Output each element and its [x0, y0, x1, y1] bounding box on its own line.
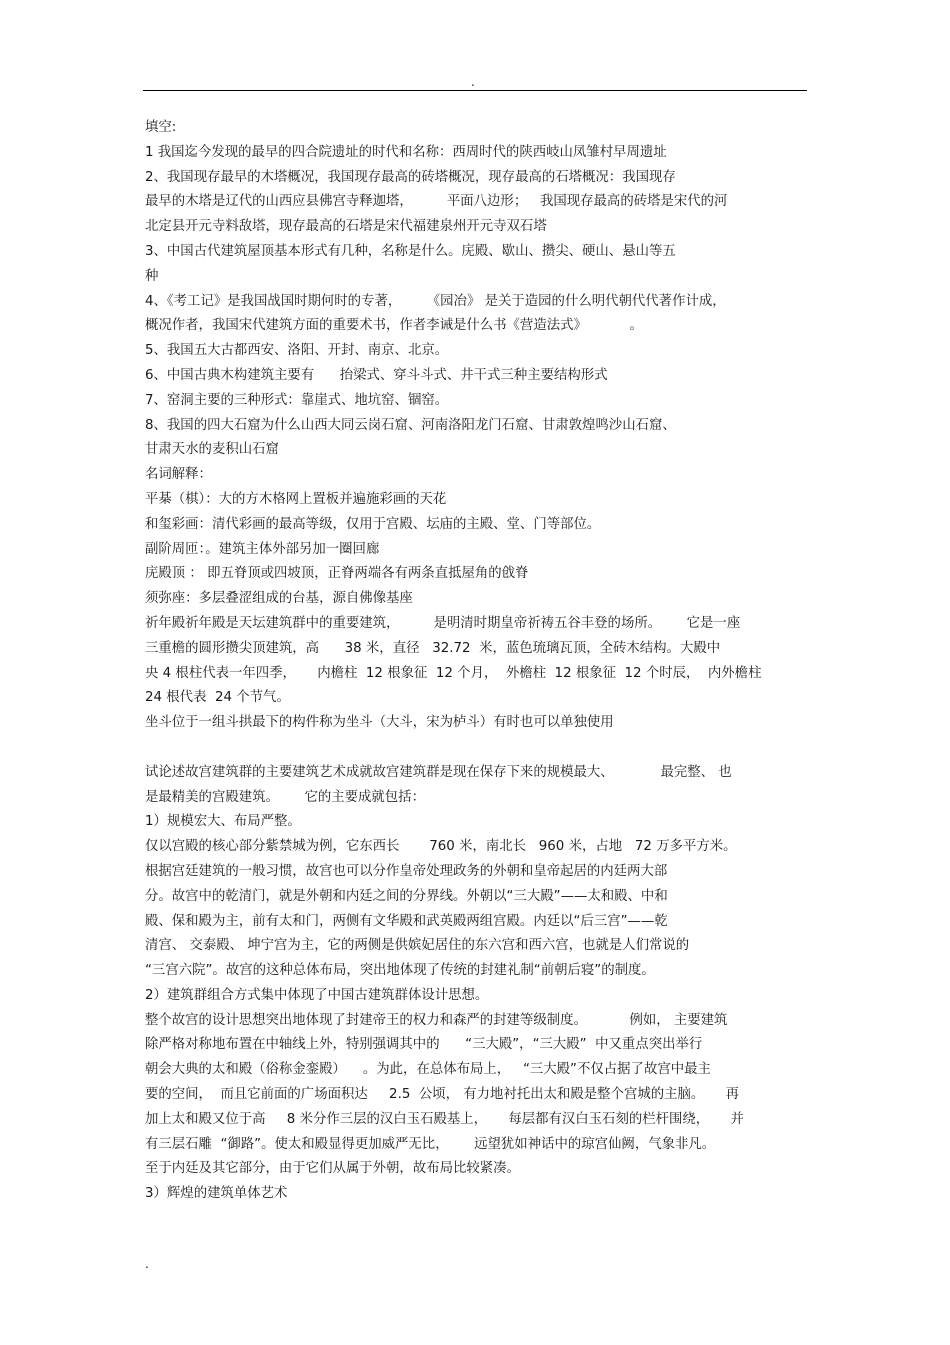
text-line: 副阶周匝：。建筑主体外部另加一圈回廊 — [145, 541, 380, 557]
text-line: 整个故宫的设计思想突出地体现了封建帝王的权力和森严的封建等级制度。 例如， 主要建筑 — [145, 1012, 728, 1028]
text-line: “三宫六院”。故宫的这种总体布局，突出地体现了传统的封建礼制“前朝后寝”的制度。 — [145, 963, 655, 979]
footer-mark: . — [145, 1257, 149, 1271]
text-line: 朝会大典的太和殿（俗称金銮殿） 。为此，在总体布局上， “三大殿”不仅占据了故宫中最主 — [145, 1062, 711, 1078]
text-line: 最早的木塔是辽代的山西应县佛宫寺释迦塔， 平面八边形； 我国现存最高的砖塔是宋代的河 — [145, 194, 728, 210]
text-line: 1 我国迄今发现的最早的四合院遗址的时代和名称：西周时代的陕西岐山凤雏村早周遗址 — [145, 144, 667, 160]
text-line: 至于内廷及其它部分，由于它们从属于外朝，故布局比较紧凑。 — [145, 1161, 520, 1177]
text-line: 加上太和殿又位于高 8 米分作三层的汉白玉石殿基上， 每层都有汉白玉石刻的栏杆围绕， 并 — [145, 1111, 744, 1127]
text-line: 仅以宫殿的核心部分紫禁城为例，它东西长 760 米，南北长 960 米，占地 72 万多平方米。 — [145, 839, 737, 855]
blank-line — [145, 736, 809, 761]
text-line: 要的空间， 而且它前面的广场面积达 2.5 公顷， 有力地衬托出太和殿是整个宫城的主脑。 再 — [145, 1087, 739, 1103]
text-line: 试论述故宫建筑群的主要建筑艺术成就故宫建筑群是现在保存下来的规模最大、 最完整、 也 — [145, 764, 732, 780]
text-line: 和玺彩画：清代彩画的最高等级，仅用于宫殿、坛庙的主殿、堂、门等部位。 — [145, 516, 601, 532]
text-line: 填空: — [145, 120, 177, 135]
text-line: 4、《考工记》是我国战国时期何时的专著， 《园冶》 是关于造园的什么明代朝代代著作计成， — [145, 293, 726, 309]
text-line: 除严格对称地布置在中轴线上外，特别强调其中的 “三大殿”，“三大殿” 中又重点突出举行 — [145, 1037, 703, 1053]
text-line: 种 — [145, 268, 159, 284]
header-mark: . — [471, 75, 475, 89]
text-line: 庑殿顶 ： 即五脊顶或四坡顶，正脊两端各有两条直抵屋角的戗脊 — [145, 566, 529, 582]
text-line: 2、我国现存最早的木塔概况，我国现存最高的砖塔概况，现存最高的石塔概况：我国现存 — [145, 169, 676, 185]
text-line: 1）规模宏大、布局严整。 — [145, 814, 301, 830]
text-line: 须弥座：多层叠涩组成的台基，源自佛像基座 — [145, 591, 413, 607]
document-body — [145, 116, 809, 1207]
text-line: 概况作者，我国宋代建筑方面的重要术书，作者李诫是什么书《营造法式》 。 — [145, 318, 643, 334]
text-line: 是最精美的宫殿建筑。 它的主要成就包括： — [145, 789, 425, 805]
text-line: 3）辉煌的建筑单体艺术 — [145, 1186, 288, 1202]
text-line: 3、中国古代建筑屋顶基本形式有几种，名称是什么。庑殿、歇山、攒尖、硬山、悬山等五 — [145, 243, 676, 259]
text-line: 央 4 根柱代表一年四季， 内檐柱 12 根象征 12 个月， 外檐柱 12 根象征 12 个时辰， 内外檐柱 — [145, 665, 762, 681]
text-line: 6、中国古典木构建筑主要有 抬梁式、穿斗斗式、井干式三种主要结构形式 — [145, 367, 608, 383]
text-line: 平棊（棋）：大的方木格网上置板并遍施彩画的天花 — [145, 491, 447, 507]
text-line: 殿、保和殿为主，前有太和门，两侧有文华殿和武英殿两组宫殿。内廷以“后三宫”——乾 — [145, 913, 668, 929]
text-line: 名词解释： — [145, 467, 212, 483]
text-line: 三重檐的圆形攒尖顶建筑，高 38 米，直径 32.72 米，蓝色琉璃瓦顶，全砖木结构。大殿中 — [145, 640, 721, 656]
text-line: 坐斗位于一组斗拱最下的构件称为坐斗（大斗，宋为栌斗）有时也可以单独使用 — [145, 715, 614, 731]
text-line: 7、窑洞主要的三种形式：靠崖式、地坑窑、锢窑。 — [145, 392, 449, 408]
text-line: 5、我国五大古都西安、洛阳、开封、南京、北京。 — [145, 343, 449, 359]
text-line: 北定县开元寺料敌塔，现存最高的石塔是宋代福建泉州开元寺双石塔 — [145, 219, 547, 235]
text-line: 分。故宫中的乾清门，就是外朝和内廷之间的分界线。外朝以“三大殿”——太和殿、中和 — [145, 888, 668, 904]
text-line: 根据宫廷建筑的一般习惯，故宫也可以分作皇帝处理政务的外朝和皇帝起居的内廷两大部 — [145, 863, 668, 879]
text-line: 2）建筑群组合方式集中体现了中国古建筑群体设计思想。 — [145, 987, 489, 1003]
text-line: 甘肃天水的麦积山石窟 — [145, 442, 279, 458]
text-line: 24 根代表 24 个节气。 — [145, 690, 290, 706]
text-line: 祈年殿祈年殿是天坛建筑群中的重要建筑， 是明清时期皇帝祈祷五谷丰登的场所。 它是一座 — [145, 615, 741, 631]
header-rule — [143, 90, 807, 91]
text-line: 清宫、 交泰殿、 坤宁宫为主，它的两侧是供嫔妃居住的东六宫和西六宫，也就是人们常说的 — [145, 938, 690, 954]
text-line: 有三层石雕 “御路”。使太和殿显得更加威严无比， 远望犹如神话中的琼宫仙阙，气象非凡。 — [145, 1136, 716, 1152]
text-line: 8、我国的四大石窟为什么山西大同云岗石窟、河南洛阳龙门石窟、甘肃敦煌鸣沙山石窟、 — [145, 417, 676, 433]
